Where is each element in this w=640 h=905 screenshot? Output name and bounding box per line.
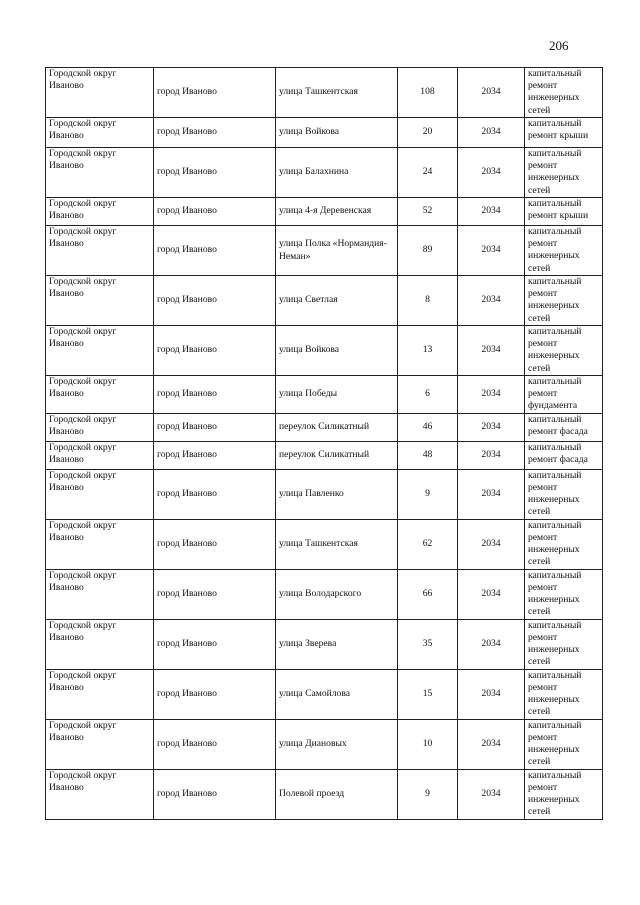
district-cell: Городской округ Иваново bbox=[46, 569, 154, 619]
district-cell: Городской округ Иваново bbox=[46, 469, 154, 519]
year-cell: 2034 bbox=[458, 198, 525, 226]
district-cell: Городской округ Иваново bbox=[46, 519, 154, 569]
table-row bbox=[46, 148, 603, 198]
house-number-cell: 52 bbox=[398, 198, 458, 226]
year-cell: 2034 bbox=[458, 669, 525, 719]
repair-table-body bbox=[46, 68, 603, 820]
house-number-cell: 108 bbox=[398, 68, 458, 118]
year-cell: 2034 bbox=[458, 376, 525, 414]
district-cell: Городской округ Иваново bbox=[46, 376, 154, 414]
street-cell: улица Балахнина bbox=[276, 148, 398, 198]
street-cell: улица Самойлова bbox=[276, 669, 398, 719]
work-type-cell: капитальный ремонт инженерных сетей bbox=[525, 619, 603, 669]
work-type-cell: капитальный ремонт инженерных сетей bbox=[525, 68, 603, 118]
year-cell: 2034 bbox=[458, 276, 525, 326]
table-row bbox=[46, 441, 603, 469]
table-row bbox=[46, 569, 603, 619]
city-cell: город Иваново bbox=[154, 376, 276, 414]
house-number-cell: 8 bbox=[398, 276, 458, 326]
work-type-cell: капитальный ремонт фасада bbox=[525, 413, 603, 441]
street-cell: улица Володарского bbox=[276, 569, 398, 619]
city-cell: город Иваново bbox=[154, 719, 276, 769]
city-cell: город Иваново bbox=[154, 276, 276, 326]
table-row bbox=[46, 326, 603, 376]
table-row bbox=[46, 619, 603, 669]
city-cell: город Иваново bbox=[154, 669, 276, 719]
table-row bbox=[46, 469, 603, 519]
year-cell: 2034 bbox=[458, 441, 525, 469]
city-cell: город Иваново bbox=[154, 326, 276, 376]
table-row bbox=[46, 68, 603, 118]
work-type-cell: капитальный ремонт фундамента bbox=[525, 376, 603, 414]
street-cell: улица Диановых bbox=[276, 719, 398, 769]
table-row bbox=[46, 519, 603, 569]
table-row bbox=[46, 376, 603, 414]
street-cell: переулок Силикатный bbox=[276, 413, 398, 441]
street-cell: улица Ташкентская bbox=[276, 519, 398, 569]
city-cell: город Иваново bbox=[154, 118, 276, 148]
district-cell: Городской округ Иваново bbox=[46, 413, 154, 441]
city-cell: город Иваново bbox=[154, 469, 276, 519]
city-cell: город Иваново bbox=[154, 226, 276, 276]
year-cell: 2034 bbox=[458, 226, 525, 276]
year-cell: 2034 bbox=[458, 68, 525, 118]
city-cell: город Иваново bbox=[154, 569, 276, 619]
house-number-cell: 62 bbox=[398, 519, 458, 569]
house-number-cell: 6 bbox=[398, 376, 458, 414]
street-cell: улица Войкова bbox=[276, 118, 398, 148]
work-type-cell: капитальный ремонт крыши bbox=[525, 118, 603, 148]
district-cell: Городской округ Иваново bbox=[46, 769, 154, 819]
work-type-cell: капитальный ремонт инженерных сетей bbox=[525, 469, 603, 519]
city-cell: город Иваново bbox=[154, 198, 276, 226]
street-cell: переулок Силикатный bbox=[276, 441, 398, 469]
house-number-cell: 89 bbox=[398, 226, 458, 276]
year-cell: 2034 bbox=[458, 148, 525, 198]
work-type-cell: капитальный ремонт инженерных сетей bbox=[525, 148, 603, 198]
year-cell: 2034 bbox=[458, 519, 525, 569]
city-cell: город Иваново bbox=[154, 148, 276, 198]
year-cell: 2034 bbox=[458, 413, 525, 441]
repair-table bbox=[45, 67, 603, 820]
district-cell: Городской округ Иваново bbox=[46, 326, 154, 376]
work-type-cell: капитальный ремонт инженерных сетей bbox=[525, 769, 603, 819]
year-cell: 2034 bbox=[458, 469, 525, 519]
page-number: 206 bbox=[549, 38, 569, 53]
year-cell: 2034 bbox=[458, 326, 525, 376]
year-cell: 2034 bbox=[458, 769, 525, 819]
street-cell: улица 4-я Деревенская bbox=[276, 198, 398, 226]
street-cell: Полевой проезд bbox=[276, 769, 398, 819]
work-type-cell: капитальный ремонт инженерных сетей bbox=[525, 276, 603, 326]
table-row bbox=[46, 413, 603, 441]
district-cell: Городской округ Иваново bbox=[46, 226, 154, 276]
city-cell: город Иваново bbox=[154, 68, 276, 118]
house-number-cell: 35 bbox=[398, 619, 458, 669]
work-type-cell: капитальный ремонт инженерных сетей bbox=[525, 719, 603, 769]
work-type-cell: капитальный ремонт крыши bbox=[525, 198, 603, 226]
street-cell: улица Победы bbox=[276, 376, 398, 414]
table-row bbox=[46, 276, 603, 326]
table-row bbox=[46, 719, 603, 769]
street-cell: улица Павленко bbox=[276, 469, 398, 519]
house-number-cell: 24 bbox=[398, 148, 458, 198]
street-cell: улица Полка «Нормандия-Неман» bbox=[276, 226, 398, 276]
house-number-cell: 66 bbox=[398, 569, 458, 619]
work-type-cell: капитальный ремонт фасада bbox=[525, 441, 603, 469]
work-type-cell: капитальный ремонт инженерных сетей bbox=[525, 326, 603, 376]
table-row bbox=[46, 669, 603, 719]
street-cell: улица Зверева bbox=[276, 619, 398, 669]
city-cell: город Иваново bbox=[154, 413, 276, 441]
district-cell: Городской округ Иваново bbox=[46, 669, 154, 719]
district-cell: Городской округ Иваново bbox=[46, 441, 154, 469]
district-cell: Городской округ Иваново bbox=[46, 719, 154, 769]
district-cell: Городской округ Иваново bbox=[46, 68, 154, 118]
table-row bbox=[46, 118, 603, 148]
house-number-cell: 9 bbox=[398, 469, 458, 519]
street-cell: улица Войкова bbox=[276, 326, 398, 376]
street-cell: улица Ташкентская bbox=[276, 68, 398, 118]
work-type-cell: капитальный ремонт инженерных сетей bbox=[525, 519, 603, 569]
city-cell: город Иваново bbox=[154, 619, 276, 669]
table-row bbox=[46, 198, 603, 226]
table-row bbox=[46, 769, 603, 819]
street-cell: улица Светлая bbox=[276, 276, 398, 326]
district-cell: Городской округ Иваново bbox=[46, 118, 154, 148]
district-cell: Городской округ Иваново bbox=[46, 148, 154, 198]
city-cell: город Иваново bbox=[154, 441, 276, 469]
district-cell: Городской округ Иваново bbox=[46, 276, 154, 326]
district-cell: Городской округ Иваново bbox=[46, 619, 154, 669]
house-number-cell: 48 bbox=[398, 441, 458, 469]
work-type-cell: капитальный ремонт инженерных сетей bbox=[525, 569, 603, 619]
year-cell: 2034 bbox=[458, 719, 525, 769]
house-number-cell: 13 bbox=[398, 326, 458, 376]
table-row bbox=[46, 226, 603, 276]
house-number-cell: 10 bbox=[398, 719, 458, 769]
district-cell: Городской округ Иваново bbox=[46, 198, 154, 226]
year-cell: 2034 bbox=[458, 569, 525, 619]
house-number-cell: 9 bbox=[398, 769, 458, 819]
work-type-cell: капитальный ремонт инженерных сетей bbox=[525, 226, 603, 276]
city-cell: город Иваново bbox=[154, 519, 276, 569]
year-cell: 2034 bbox=[458, 118, 525, 148]
city-cell: город Иваново bbox=[154, 769, 276, 819]
work-type-cell: капитальный ремонт инженерных сетей bbox=[525, 669, 603, 719]
house-number-cell: 15 bbox=[398, 669, 458, 719]
house-number-cell: 46 bbox=[398, 413, 458, 441]
house-number-cell: 20 bbox=[398, 118, 458, 148]
year-cell: 2034 bbox=[458, 619, 525, 669]
